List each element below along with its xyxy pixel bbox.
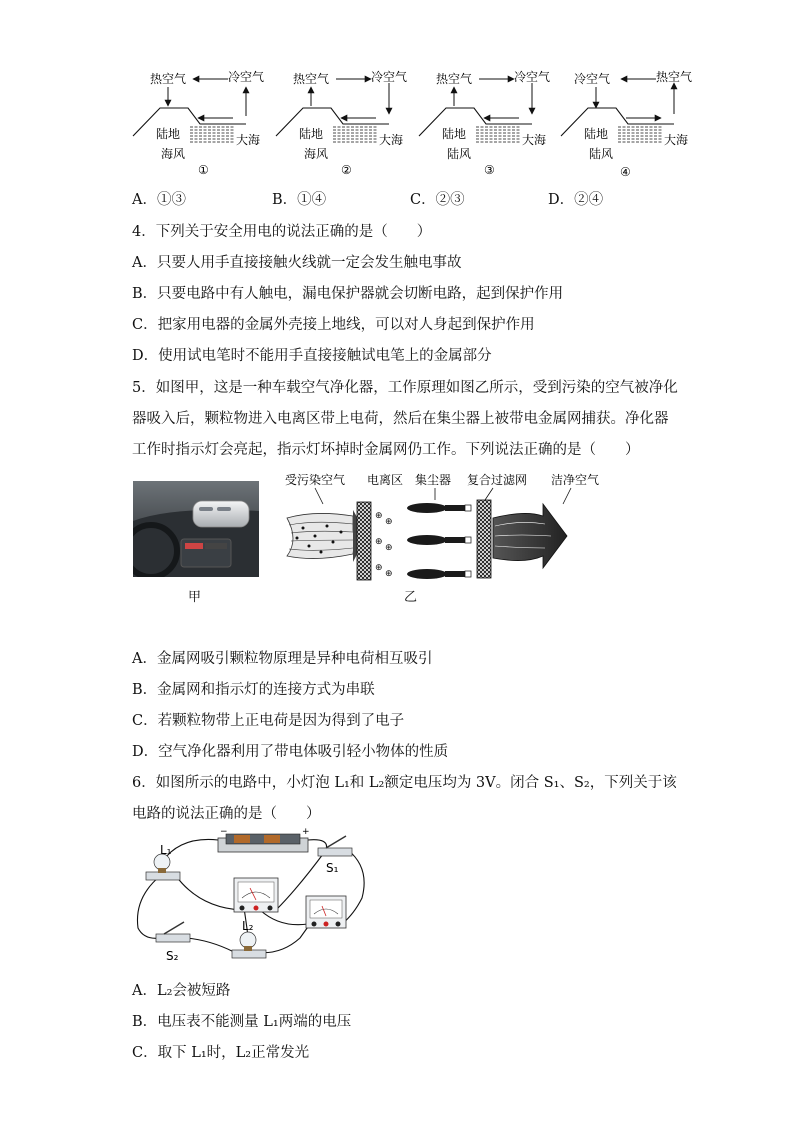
q6-stem-line-1: 6．如图所示的电路中，小灯泡 L₁和 L₂额定电压均为 3V。闭合 S₁、S₂，下列关于该: [132, 775, 677, 791]
label-wind: 海风: [161, 147, 186, 161]
q6-stem-line-2: 电路的说法正确的是（ ）: [132, 806, 321, 822]
panel-number: ③: [484, 163, 495, 177]
q5-option-d[interactable]: D．空气净化器利用了带电体吸引轻小物体的性质: [132, 744, 449, 760]
wind-diagrams-svg: [128, 66, 698, 182]
label-dust-collector: 集尘器: [415, 473, 452, 487]
voltmeter: [306, 896, 346, 928]
caption-jia: 甲: [188, 590, 202, 605]
label-land: 陆地: [299, 127, 324, 141]
label-cold-air: 冷空气: [574, 72, 611, 86]
q6-option-a[interactable]: A．L₂会被短路: [132, 983, 231, 999]
lamp-l2: [232, 932, 266, 958]
q5-option-c[interactable]: C．若颗粒物带上正电荷是因为得到了电子: [132, 713, 405, 729]
q4-option-b[interactable]: B．只要电路中有人触电，漏电保护器就会切断电路，起到保护作用: [132, 286, 564, 302]
panel-number: ①: [198, 163, 209, 177]
diagram-panel-2: [276, 69, 407, 177]
label-s2: S₂: [166, 949, 179, 963]
q5-stem-line-3: 工作时指示灯会亮起，指示灯坏掉时金属网仍工作。下列说法正确的是（ ）: [132, 442, 640, 458]
svg-text:⊕: ⊕: [375, 537, 383, 547]
svg-text:⊕: ⊕: [375, 511, 383, 521]
q6-option-c[interactable]: C．取下 L₁时，L₂正常发光: [132, 1045, 310, 1061]
q3-option-b[interactable]: B．①④: [272, 192, 327, 208]
label-wind: 陆风: [447, 147, 472, 161]
label-sea: 大海: [522, 133, 547, 147]
label-s1: S₁: [326, 861, 339, 875]
q3-option-a[interactable]: A．①③: [132, 192, 186, 208]
label-composite-filter: 复合过滤网: [467, 473, 528, 487]
q6-option-b[interactable]: B．电压表不能测量 L₁两端的电压: [132, 1014, 352, 1030]
diagram-panel-4: [561, 69, 692, 179]
svg-text:−: −: [220, 828, 228, 837]
ammeter: [234, 878, 278, 912]
label-land: 陆地: [442, 127, 467, 141]
panel-number: ②: [341, 163, 352, 177]
label-hot-air: 热空气: [656, 70, 693, 84]
circuit-diagram: [130, 828, 390, 970]
battery: [218, 828, 310, 852]
svg-text:⊕: ⊕: [385, 569, 393, 579]
q3-option-d[interactable]: D．②④: [548, 192, 604, 208]
q4-option-a[interactable]: A．只要人用手直接接触火线就一定会发生触电事故: [132, 255, 462, 271]
label-ionization-zone: 电离区: [367, 473, 404, 487]
label-cold-air: 冷空气: [228, 70, 265, 84]
diagram-panel-1: [133, 69, 264, 177]
q5-option-a[interactable]: A．金属网吸引颗粒物原理是异种电荷相互吸引: [132, 651, 433, 667]
switch-s2[interactable]: [156, 922, 190, 942]
diagram-panel-3: [419, 69, 550, 177]
label-hot-air: 热空气: [293, 72, 330, 86]
label-clean-air: 洁净空气: [551, 473, 600, 487]
panel-number: ④: [620, 165, 631, 179]
label-l1: L₁: [160, 843, 172, 857]
car-purifier-photo: [133, 481, 259, 577]
q3-option-c[interactable]: C．②③: [410, 192, 465, 208]
svg-text:⊕: ⊕: [385, 517, 393, 527]
q4-stem: 4．下列关于安全用电的说法正确的是（ ）: [132, 224, 432, 240]
q4-option-c[interactable]: C．把家用电器的金属外壳接上地线，可以对人身起到保护作用: [132, 317, 535, 333]
label-hot-air: 热空气: [150, 72, 187, 86]
label-land: 陆地: [156, 127, 181, 141]
label-polluted-air: 受污染空气: [285, 473, 346, 487]
q5-stem-line-2: 器吸入后，颗粒物进入电离区带上电荷，然后在集尘器上被带电金属网捕获。净化器: [132, 411, 669, 427]
label-hot-air: 热空气: [436, 72, 473, 86]
wind-diagrams: [128, 66, 698, 182]
lamp-l1: [146, 854, 180, 880]
q5-stem-line-1: 5．如图甲，这是一种车载空气净化器，工作原理如图乙所示，受到污染的空气被净化: [132, 380, 678, 396]
svg-text:⊕: ⊕: [375, 563, 383, 573]
label-cold-air: 冷空气: [371, 70, 408, 84]
label-wind: 海风: [304, 147, 329, 161]
svg-text:⊕: ⊕: [385, 543, 393, 553]
label-sea: 大海: [236, 133, 261, 147]
q5-option-b[interactable]: B．金属网和指示灯的连接方式为串联: [132, 682, 375, 698]
q4-option-d[interactable]: D．使用试电笔时不能用手直接接触试电笔上的金属部分: [132, 348, 492, 364]
label-wind: 陆风: [589, 147, 614, 161]
label-l2: L₂: [242, 919, 254, 933]
label-land: 陆地: [584, 127, 609, 141]
label-sea: 大海: [379, 133, 404, 147]
purifier-principle-diagram: [275, 470, 610, 585]
label-cold-air: 冷空气: [514, 70, 551, 84]
switch-s1[interactable]: [318, 836, 352, 856]
label-sea: 大海: [664, 133, 689, 147]
caption-yi: 乙: [404, 590, 418, 605]
svg-text:+: +: [302, 828, 310, 837]
